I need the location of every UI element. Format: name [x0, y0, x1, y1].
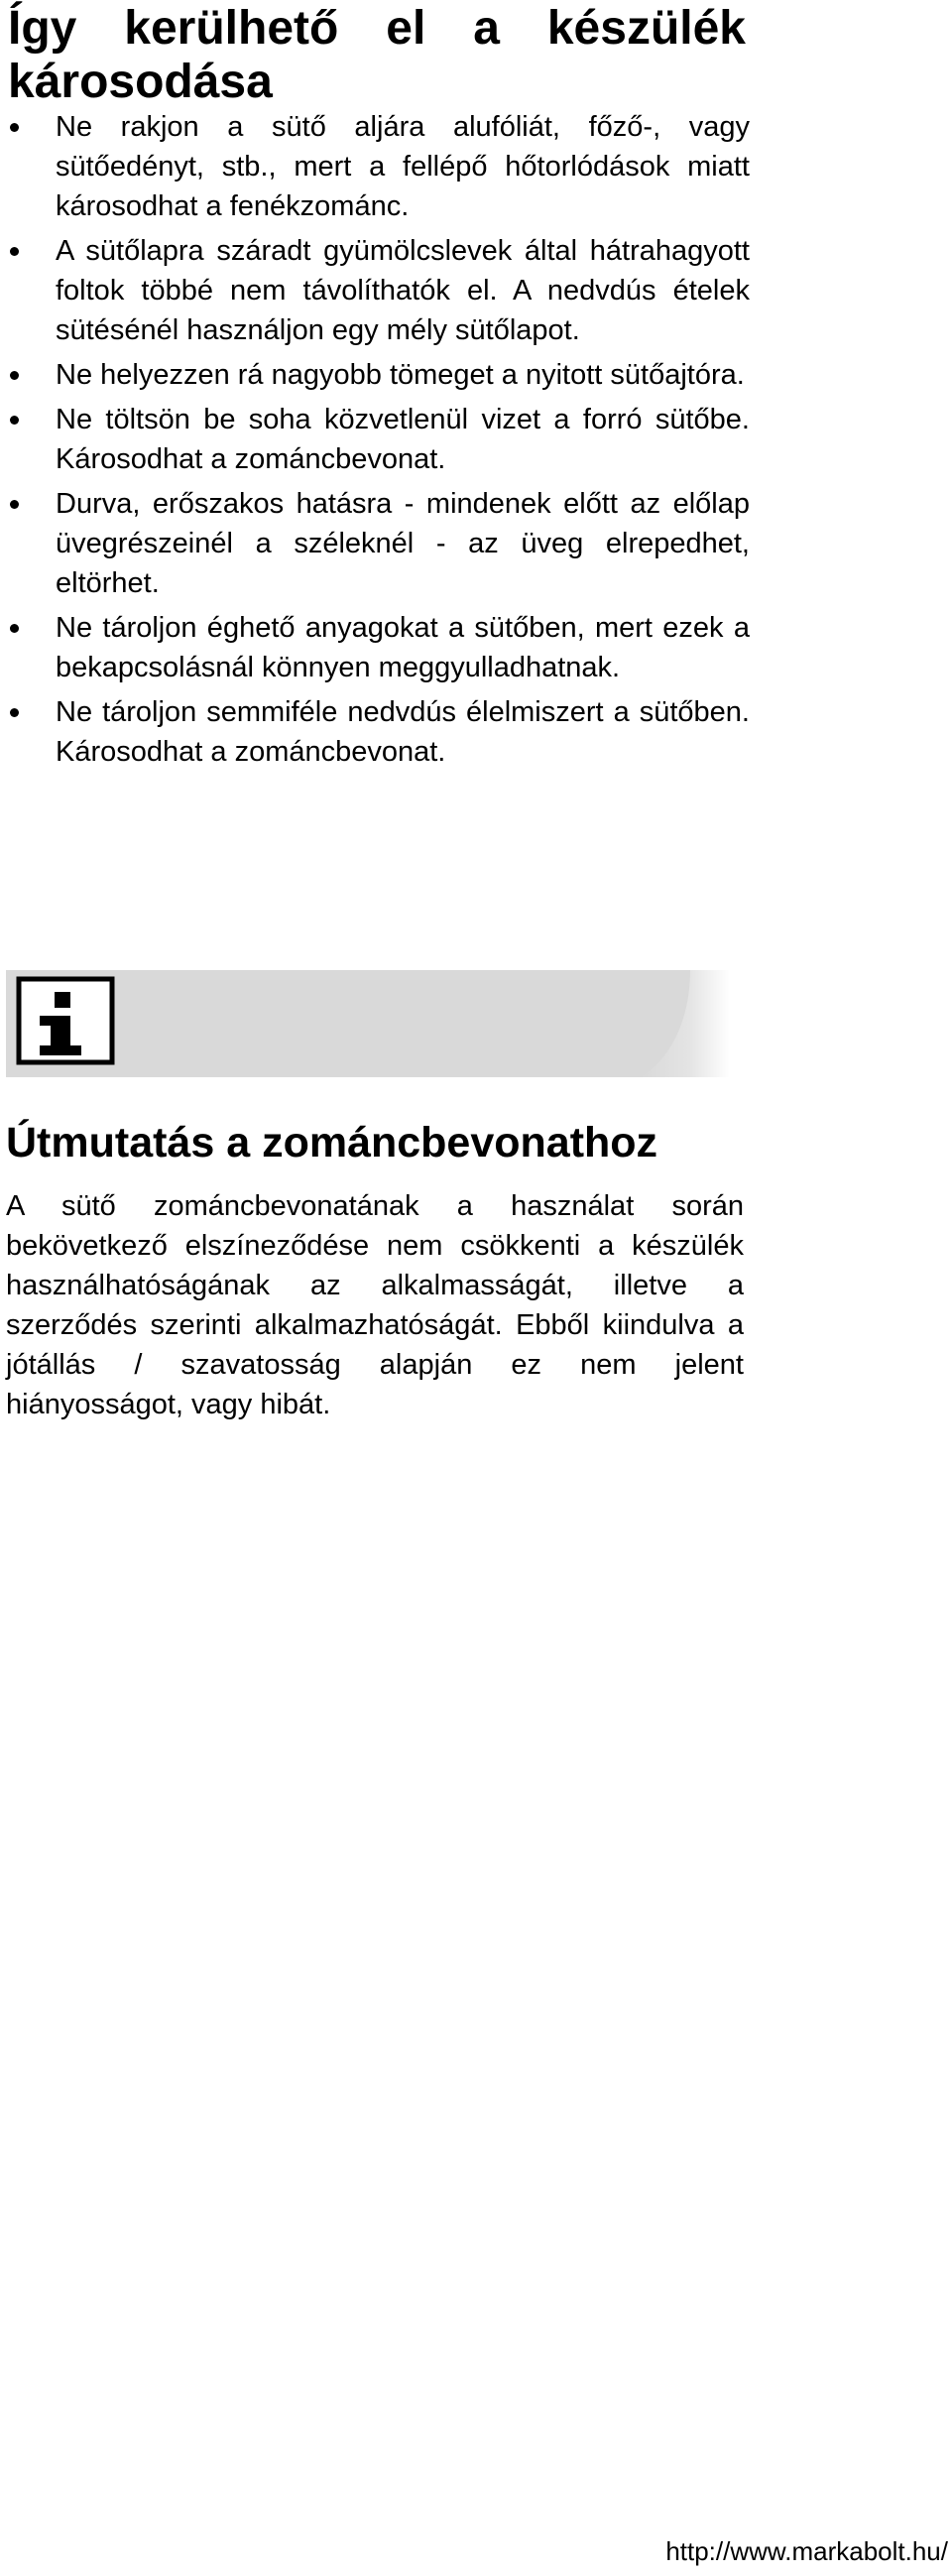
- bullet-icon: [10, 708, 19, 717]
- list-item-text: Ne töltsön be soha közvetlenül vizet a forró sütőbe. Károsodhat a zománcbevonat.: [56, 404, 750, 475]
- warning-list: [0, 107, 754, 777]
- footer-url: http://www.markabolt.hu/: [665, 2536, 948, 2566]
- list-item: [0, 608, 754, 687]
- list-item: [0, 400, 754, 479]
- list-item-text: Ne rakjon a sütő aljára alufóliát, főző-, vagy sütőedényt, stb., mert a fellépő hőtorlódások miatt károsodhat a fenékzománc.: [56, 111, 750, 222]
- enamel-guide-paragraph: A sütő zománcbevonatának a használat során bekövetkező elszíneződése nem csökkenti a készülék használhatóságának az alkalmasságát, illetve a szerződés szerinti alkalmazhatóságát. Ebből kiindulva a jótállás / szavatosság alapján ez nem jelent hiányosságot, vagy hibát.: [6, 1190, 744, 1420]
- list-item: [0, 231, 754, 350]
- bullet-icon: [10, 371, 19, 380]
- list-item-text: A sütőlapra száradt gyümölcslevek által hátrahagyott foltok többé nem távolíthatók el. A nedvdús ételek sütésénél használjon egy mély sütőlapot.: [56, 235, 750, 346]
- list-item-text: Ne helyezzen rá nagyobb tömeget a nyitott sütőajtóra.: [56, 359, 745, 391]
- list-item: [0, 692, 754, 772]
- list-item-text: Durva, erőszakos hatásra - mindenek előtt az előlap üvegrészeinél a széleknél - az üveg elrepedhet, eltörhet.: [56, 488, 750, 599]
- list-item-text: Ne tároljon semmiféle nedvdús élelmiszert a sütőben. Károsodhat a zománcbevonat.: [56, 696, 750, 768]
- info-icon: [19, 979, 112, 1062]
- bullet-icon: [10, 624, 19, 633]
- info-banner-graphic: [6, 970, 730, 1077]
- bullet-icon: [10, 416, 19, 425]
- list-item: [0, 107, 754, 226]
- section-heading-damage-prevention: Így kerülhető el a készülék károsodása: [8, 2, 746, 108]
- list-item-text: Ne tároljon éghető anyagokat a sütőben, mert ezek a bekapcsolásnál könnyen meggyulladhatnak.: [56, 612, 750, 683]
- bullet-icon: [10, 247, 19, 256]
- list-item: [0, 355, 754, 395]
- list-item: [0, 484, 754, 603]
- info-banner: [6, 970, 730, 1077]
- bullet-icon: [10, 123, 19, 132]
- section-heading-enamel-guide: Útmutatás a zománcbevonathoz: [6, 1119, 658, 1166]
- bullet-icon: [10, 500, 19, 509]
